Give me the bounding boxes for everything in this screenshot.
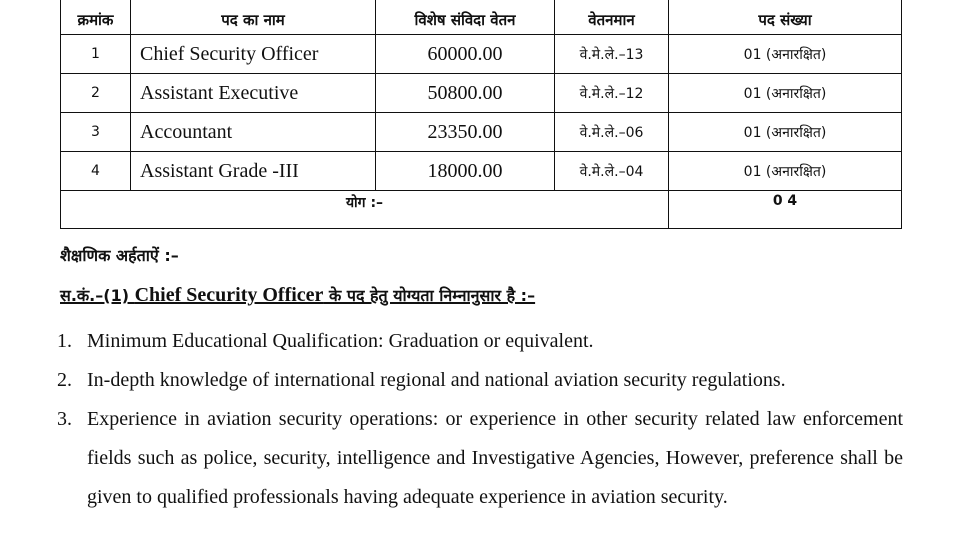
cell-post-name: Accountant bbox=[131, 113, 376, 152]
cell-post-name: Chief Security Officer bbox=[131, 35, 376, 74]
header-post-count: पद संख्या bbox=[669, 0, 902, 35]
list-item-text: Minimum Educational Qualification: Graduation or equivalent. bbox=[87, 330, 594, 352]
cell-serial: 4 bbox=[61, 152, 131, 191]
subheading-suffix: के पद हेतु योग्यता निम्नानुसार है :– bbox=[323, 286, 536, 305]
list-item-number: 2. bbox=[57, 369, 72, 391]
cell-post-count: 01 (अनारक्षित) bbox=[669, 35, 902, 74]
header-pay-scale: वेतनमान bbox=[555, 0, 669, 35]
cell-pay-scale: वे.मे.ले.–12 bbox=[555, 74, 669, 113]
total-value: 0 4 bbox=[669, 191, 902, 229]
list-item bbox=[57, 322, 903, 361]
cell-special-pay: 18000.00 bbox=[376, 152, 555, 191]
cell-pay-scale: वे.मे.ले.–04 bbox=[555, 152, 669, 191]
cell-special-pay: 23350.00 bbox=[376, 113, 555, 152]
header-serial: क्रमांक bbox=[61, 0, 131, 35]
cell-post-count: 01 (अनारक्षित) bbox=[669, 152, 902, 191]
table-row bbox=[61, 35, 902, 74]
posts-table bbox=[60, 0, 902, 229]
cell-serial: 1 bbox=[61, 35, 131, 74]
cell-pay-scale: वे.मे.ले.–13 bbox=[555, 35, 669, 74]
qualification-subheading bbox=[60, 284, 535, 307]
list-item-number: 1. bbox=[57, 330, 72, 352]
cell-special-pay: 60000.00 bbox=[376, 35, 555, 74]
cell-serial: 2 bbox=[61, 74, 131, 113]
list-item-number: 3. bbox=[57, 408, 72, 430]
total-label: योग :– bbox=[61, 191, 669, 229]
cell-serial: 3 bbox=[61, 113, 131, 152]
qualifications-heading: शैक्षणिक अर्हताऐं :– bbox=[60, 246, 179, 265]
subheading-prefix: स.कं.–(1) bbox=[60, 286, 135, 305]
cell-pay-scale: वे.मे.ले.–06 bbox=[555, 113, 669, 152]
subheading-post: Chief Security Officer bbox=[134, 284, 324, 306]
cell-post-count: 01 (अनारक्षित) bbox=[669, 74, 902, 113]
qualifications-list bbox=[57, 322, 903, 517]
cell-special-pay: 50800.00 bbox=[376, 74, 555, 113]
list-item bbox=[57, 361, 903, 400]
table-row bbox=[61, 113, 902, 152]
table-row bbox=[61, 74, 902, 113]
header-special-pay: विशेष संविदा वेतन bbox=[376, 0, 555, 35]
list-item-text: Experience in aviation security operations: or experience in other security related law enforcement fields such as police, security, intelligence and Investigative Agencies, However, preference shall be given to qualified professionals having adequate experience in aviation security. bbox=[87, 408, 903, 508]
cell-post-count: 01 (अनारक्षित) bbox=[669, 113, 902, 152]
cell-post-name: Assistant Grade -III bbox=[131, 152, 376, 191]
table-header-row bbox=[61, 0, 902, 35]
cell-post-name: Assistant Executive bbox=[131, 74, 376, 113]
list-item bbox=[57, 400, 903, 517]
table-row bbox=[61, 152, 902, 191]
header-post-name: पद का नाम bbox=[131, 0, 376, 35]
list-item-text: In-depth knowledge of international regional and national aviation security regulations. bbox=[87, 369, 786, 391]
table-total-row bbox=[61, 191, 902, 229]
